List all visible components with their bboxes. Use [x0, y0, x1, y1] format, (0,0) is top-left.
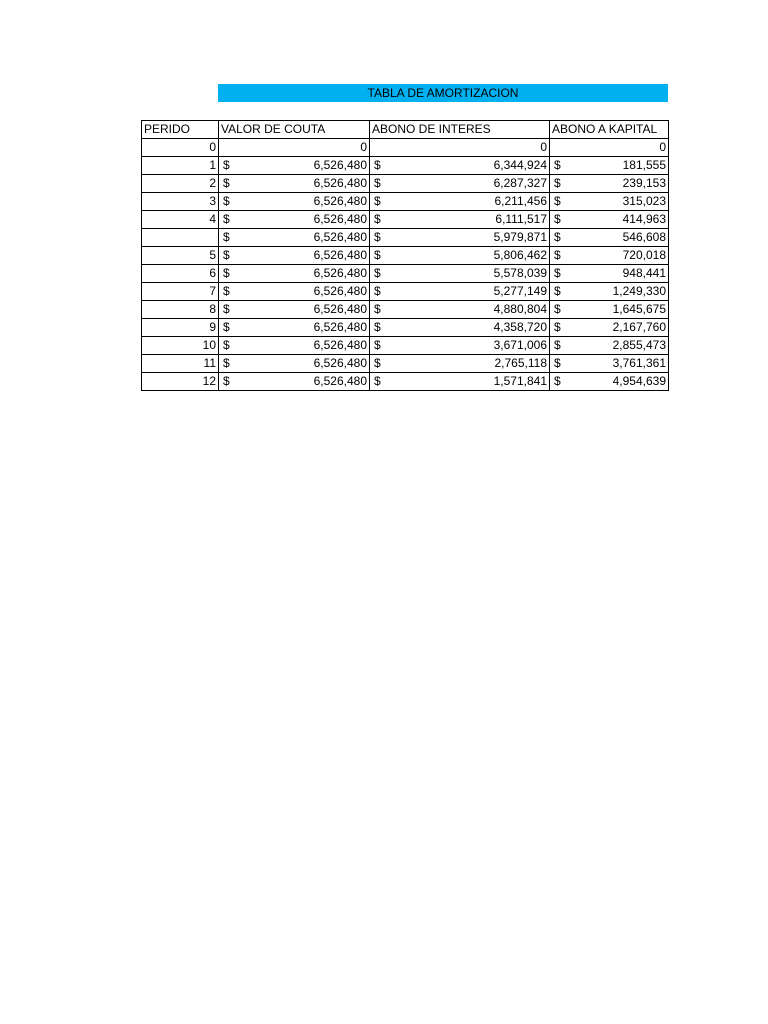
currency-symbol: $ — [554, 212, 561, 226]
currency-symbol: $ — [554, 338, 561, 352]
capital-cell-value: 720,018 — [622, 248, 666, 262]
currency-symbol: $ — [374, 212, 381, 226]
cuota-cell-value: 6,526,480 — [313, 194, 367, 208]
capital-cell — [550, 283, 669, 301]
capital-cell — [550, 211, 669, 229]
table-row — [142, 211, 669, 229]
cuota-cell-value: 6,526,480 — [313, 338, 367, 352]
table-row — [142, 283, 669, 301]
interes-cell-value: 6,111,517 — [495, 212, 547, 226]
currency-symbol: $ — [554, 158, 561, 172]
capital-cell-value: 4,954,639 — [612, 374, 666, 388]
interes-cell-value: 3,671,006 — [493, 338, 547, 352]
cuota-cell — [219, 157, 370, 175]
capital-cell-value: 239,153 — [622, 176, 666, 190]
table-row — [142, 193, 669, 211]
currency-symbol: $ — [554, 374, 561, 388]
currency-symbol: $ — [374, 320, 381, 334]
table-row — [142, 229, 669, 247]
cuota-cell — [219, 319, 370, 337]
currency-symbol: $ — [223, 302, 230, 316]
period-cell: 4 — [142, 211, 219, 229]
cuota-cell — [219, 301, 370, 319]
capital-cell-value: 2,855,473 — [612, 338, 666, 352]
interes-cell — [370, 355, 550, 373]
interes-cell-value: 5,277,149 — [493, 284, 547, 298]
table-row — [142, 175, 669, 193]
capital-cell — [550, 319, 669, 337]
table-row — [142, 265, 669, 283]
period-cell: 10 — [142, 337, 219, 355]
currency-symbol: $ — [554, 194, 561, 208]
header-row — [142, 121, 669, 139]
capital-cell-value: 1,249,330 — [612, 284, 666, 298]
interes-cell-value: 4,358,720 — [493, 320, 547, 334]
currency-symbol: $ — [554, 176, 561, 190]
table-row — [142, 319, 669, 337]
interes-cell — [370, 157, 550, 175]
table-row — [142, 337, 669, 355]
currency-symbol: $ — [374, 266, 381, 280]
table-row — [142, 373, 669, 391]
capital-cell — [550, 301, 669, 319]
currency-symbol: $ — [374, 374, 381, 388]
capital-cell-value: 315,023 — [622, 194, 666, 208]
cuota-cell — [219, 247, 370, 265]
interes-cell-value: 5,578,039 — [493, 266, 547, 280]
cuota-cell — [219, 211, 370, 229]
period-cell: 5 — [142, 247, 219, 265]
capital-cell-value: 181,555 — [622, 158, 666, 172]
cuota-cell — [219, 229, 370, 247]
capital-cell — [550, 157, 669, 175]
interes-cell — [370, 337, 550, 355]
currency-symbol: $ — [223, 356, 230, 370]
currency-symbol: $ — [223, 266, 230, 280]
currency-symbol: $ — [223, 248, 230, 262]
table-title: TABLA DE AMORTIZACION — [218, 84, 668, 102]
zero-interes: 0 — [370, 139, 550, 157]
currency-symbol: $ — [554, 230, 561, 244]
period-cell: 11 — [142, 355, 219, 373]
table-row — [142, 247, 669, 265]
capital-cell-value: 1,645,675 — [612, 302, 666, 316]
interes-cell-value: 2,765,118 — [494, 356, 547, 370]
currency-symbol: $ — [223, 158, 230, 172]
currency-symbol: $ — [223, 212, 230, 226]
period-cell: 1 — [142, 157, 219, 175]
interes-cell-value: 5,979,871 — [493, 230, 547, 244]
interes-cell — [370, 229, 550, 247]
interes-cell — [370, 319, 550, 337]
cuota-cell — [219, 265, 370, 283]
cuota-cell — [219, 175, 370, 193]
capital-cell — [550, 373, 669, 391]
interes-cell — [370, 265, 550, 283]
currency-symbol: $ — [223, 338, 230, 352]
table-row — [142, 157, 669, 175]
interes-cell — [370, 373, 550, 391]
currency-symbol: $ — [223, 284, 230, 298]
interes-cell — [370, 283, 550, 301]
cuota-cell — [219, 193, 370, 211]
interes-cell-value: 4,880,804 — [493, 302, 547, 316]
currency-symbol: $ — [374, 248, 381, 262]
header-cuota: VALOR DE COUTA — [219, 121, 370, 139]
currency-symbol: $ — [374, 338, 381, 352]
capital-cell-value: 414,963 — [622, 212, 666, 226]
capital-cell — [550, 175, 669, 193]
currency-symbol: $ — [374, 302, 381, 316]
currency-symbol: $ — [374, 176, 381, 190]
capital-cell — [550, 229, 669, 247]
currency-symbol: $ — [554, 266, 561, 280]
table-row — [142, 301, 669, 319]
capital-cell — [550, 265, 669, 283]
cuota-cell-value: 6,526,480 — [313, 356, 367, 370]
cuota-cell-value: 6,526,480 — [313, 176, 367, 190]
currency-symbol: $ — [554, 302, 561, 316]
capital-cell-value: 3,761,361 — [612, 356, 666, 370]
currency-symbol: $ — [374, 158, 381, 172]
interes-cell — [370, 193, 550, 211]
interes-cell — [370, 211, 550, 229]
cuota-cell — [219, 337, 370, 355]
capital-cell — [550, 355, 669, 373]
cuota-cell-value: 6,526,480 — [313, 284, 367, 298]
cuota-cell — [219, 373, 370, 391]
currency-symbol: $ — [223, 320, 230, 334]
currency-symbol: $ — [554, 356, 561, 370]
cuota-cell-value: 6,526,480 — [313, 230, 367, 244]
zero-capital: 0 — [550, 139, 669, 157]
interes-cell — [370, 175, 550, 193]
currency-symbol: $ — [223, 194, 230, 208]
header-capital: ABONO A KAPITAL — [550, 121, 669, 139]
period-cell: 8 — [142, 301, 219, 319]
currency-symbol: $ — [554, 248, 561, 262]
capital-cell — [550, 247, 669, 265]
period-cell — [142, 229, 219, 247]
interes-cell — [370, 301, 550, 319]
currency-symbol: $ — [374, 356, 381, 370]
currency-symbol: $ — [374, 194, 381, 208]
currency-symbol: $ — [554, 320, 561, 334]
currency-symbol: $ — [554, 284, 561, 298]
cuota-cell-value: 6,526,480 — [313, 158, 367, 172]
amortization-table — [141, 120, 669, 391]
header-interes: ABONO DE INTERES — [370, 121, 550, 139]
currency-symbol: $ — [374, 284, 381, 298]
period-cell: 3 — [142, 193, 219, 211]
cuota-cell-value: 6,526,480 — [313, 374, 367, 388]
cuota-cell-value: 6,526,480 — [313, 302, 367, 316]
cuota-cell — [219, 283, 370, 301]
cuota-cell-value: 6,526,480 — [313, 212, 367, 226]
period-cell: 7 — [142, 283, 219, 301]
interes-cell-value: 6,344,924 — [493, 158, 547, 172]
capital-cell-value: 546,608 — [622, 230, 666, 244]
currency-symbol: $ — [374, 230, 381, 244]
currency-symbol: $ — [223, 374, 230, 388]
interes-cell-value: 5,806,462 — [493, 248, 547, 262]
cuota-cell — [219, 355, 370, 373]
capital-cell — [550, 193, 669, 211]
currency-symbol: $ — [223, 176, 230, 190]
cuota-cell-value: 6,526,480 — [313, 248, 367, 262]
period-cell: 12 — [142, 373, 219, 391]
table-row — [142, 355, 669, 373]
interes-cell-value: 6,211,456 — [494, 194, 547, 208]
period-cell: 6 — [142, 265, 219, 283]
zero-period: 0 — [142, 139, 219, 157]
capital-cell-value: 2,167,760 — [612, 320, 666, 334]
cuota-cell-value: 6,526,480 — [313, 266, 367, 280]
interes-cell-value: 1,571,841 — [493, 374, 547, 388]
capital-cell — [550, 337, 669, 355]
period-cell: 9 — [142, 319, 219, 337]
capital-cell-value: 948,441 — [622, 266, 666, 280]
interes-cell-value: 6,287,327 — [493, 176, 547, 190]
zero-cuota: 0 — [219, 139, 370, 157]
zero-row — [142, 139, 669, 157]
period-cell: 2 — [142, 175, 219, 193]
interes-cell — [370, 247, 550, 265]
cuota-cell-value: 6,526,480 — [313, 320, 367, 334]
header-period: PERIDO — [142, 121, 219, 139]
currency-symbol: $ — [223, 230, 230, 244]
